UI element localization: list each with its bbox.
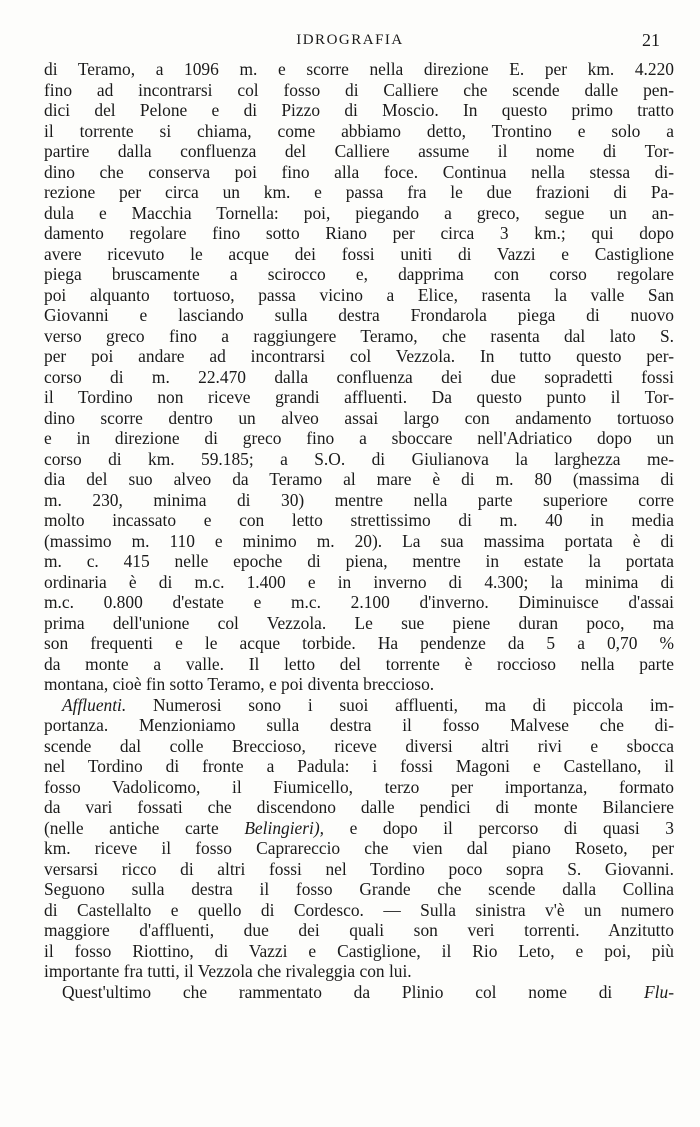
text-line: km. riceve il fosso Caprareccio che vien dal piano Roseto, per [44,838,674,858]
text-line: fino ad incontrarsi col fosso di Calliere che scende dalle pen- [44,79,674,100]
text-line: rezione per circa un km. e passa fra le due frazioni di Pa- [44,182,674,202]
text-line: avere ricevuto le acque dei fossi uniti di Vazzi e Castiglione [44,243,674,264]
text-line: m. 230, minima di 30) mentre nella parte superiore corre [44,489,674,510]
text-line: nel Tordino di fronte a Padula: i fossi Magoni e Castellano, il [44,756,674,776]
text-run: Numerosi sono i suoi affluenti, ma di piccola im- [126,694,674,715]
text-line: Giovanni e lasciando sulla destra Frondarola piega di nuovo [44,305,674,325]
text-line: dino scorre dentro un alveo assai largo con andamento tortuoso [44,407,674,428]
text-line: montana, cioè fin sotto Teramo, e poi diventa breccioso. [44,674,435,694]
text-line: portanza. Menzioniamo sulla destra il fosso Malvese che di- [44,715,674,735]
italic-term: Flu- [644,981,674,1002]
text-line: partire dalla confluenza del Calliere assume il nome di Tor- [44,141,674,161]
text-line: dula e Macchia Tornella: poi, piegando a greco, segue un an- [44,202,674,223]
text-line: il Tordino non riceve grandi affluenti. Da questo punto il Tor- [44,387,674,407]
text-line: damento regolare fino sotto Riano per circa 3 km.; qui dopo [44,223,674,243]
paragraph-1 [44,59,674,695]
text-line: poi alquanto tortuoso, passa vicino a Elice, rasenta la valle San [44,284,674,305]
paragraph-2 [44,695,674,1003]
italic-term: Belingieri), [244,817,324,838]
text-line: m. c. 415 nelle epoche di piena, mentre in estate la portata [44,551,674,571]
text-line: Seguono sulla destra il fosso Grande che scende dalla Collina [44,879,674,899]
body-text [44,59,674,1002]
section-heading: Affluenti. [62,694,127,715]
text-line: scende dal colle Breccioso, riceve diversi altri rivi e sbocca [44,735,674,756]
text-line: (massimo m. 110 e minimo m. 20). La sua massima portata è di [44,530,674,551]
text-line: son frequenti e le acque torbide. Ha pendenze da 5 a 0,70 % [44,633,674,653]
text-line: ordinaria è di m.c. 1.400 e in inverno di 4.300; la minima di [44,571,674,592]
text-line: dia del suo alveo da Teramo al mare è di m. 80 (massima di [44,469,674,489]
text-line: da monte a valle. Il letto del torrente è roccioso nella parte [44,653,674,674]
text-line: importante fra tutti, il Vezzola che rivaleggia con lui. [44,961,412,981]
text-line: verso greco fino a raggiungere Teramo, che rasenta dal lato S. [44,325,674,346]
text-line [44,818,674,839]
text-line: piega bruscamente a scirocco e, dapprima con corso regolare [44,264,674,284]
text-line: il fosso Riottino, di Vazzi e Castiglione, il Rio Leto, e poi, più [44,940,674,961]
text-line: dici del Pelone e di Pizzo di Moscio. In questo primo tratto [44,100,674,120]
text-line [44,982,674,1003]
text-line: dino che conserva poi fino alla foce. Continua nella stessa di- [44,161,674,182]
text-line: fosso Vadolicomo, il Fiumicello, terzo per importanza, formato [44,776,674,797]
page-number: 21 [642,30,660,50]
text-line: e in direzione di greco fino a sboccare nell'Adriatico dopo un [44,428,674,448]
text-line [44,695,674,716]
text-line: m.c. 0.800 d'estate e m.c. 2.100 d'inverno. Diminuisce d'assai [44,592,674,612]
text-line: di Teramo, a 1096 m. e scorre nella direzione E. per km. 4.220 [44,59,674,79]
text-line: corso di m. 22.470 dalla confluenza dei due sopradetti fossi [44,366,674,387]
text-line: maggiore d'affluenti, due dei quali son veri torrenti. Anzitutto [44,920,674,940]
text-line: corso di km. 59.185; a S.O. di Giulianova la larghezza me- [44,448,674,469]
text-line: il torrente si chiama, come abbiamo detto, Trontino e solo a [44,120,674,141]
text-run: Quest'ultimo che rammentato da Plinio col nome di [62,981,645,1002]
running-title: IDROGRAFIA [296,32,404,48]
text-line: di Castellalto e quello di Cordesco. — Sulla sinistra v'è un numero [44,899,674,920]
text-run: (nelle antiche carte [44,817,245,838]
text-run: e dopo il percorso di quasi 3 [324,817,674,838]
text-line: versarsi ricco di altri fossi nel Tordino poco sopra S. Giovanni. [44,858,674,879]
text-line: per poi andare ad incontrarsi col Vezzola. In tutto questo per- [44,346,674,366]
text-line: molto incassato e con letto strettissimo di m. 40 in media [44,510,674,530]
text-line: da vari fossati che discendono dalle pendici di monte Bilanciere [44,797,674,817]
text-line: prima dell'unione col Vezzola. Le sue piene duran poco, ma [44,612,674,633]
running-head [40,32,660,54]
